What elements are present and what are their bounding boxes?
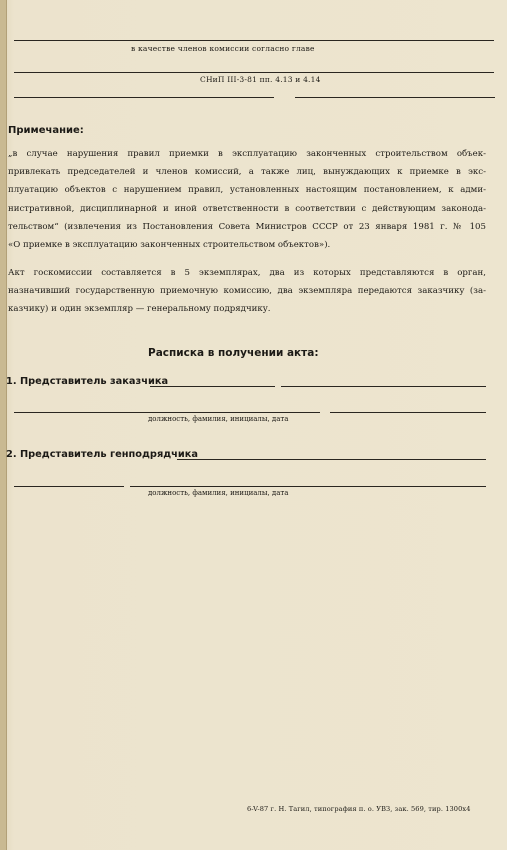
- snip-caption: СНиП III-3-81 пп. 4.13 и 4.14: [200, 75, 321, 84]
- customer-position-caption: должность, фамилия, инициалы, дата: [148, 415, 289, 423]
- contractor-position-line-right[interactable]: [130, 486, 486, 487]
- note-line: нистративной, дисциплинарной и иной ответственности в соответствии с действующим законода-: [8, 203, 486, 214]
- separator-line-left: [14, 97, 274, 98]
- contractor-position-line-left[interactable]: [14, 486, 124, 487]
- print-footer: 6-V-87 г. Н. Тагил, типография п. о. УВЗ, зак. 569, тир. 1300х4: [247, 805, 471, 813]
- copies-line: назначивший государственную приемочную комиссию, два экземпляра передаются заказчику (за-: [8, 286, 486, 297]
- copies-line: Акт госкомиссии составляется в 5 экземплярах, два из которых представляются в орган,: [8, 268, 486, 278]
- note-line: „в случае нарушения правил приемки в эксплуатацию законченных строительством объек-: [8, 149, 486, 159]
- customer-signature-line-2[interactable]: [281, 386, 486, 387]
- note-line: «О приемке в эксплуатацию законченных строительством объектов»).: [8, 240, 331, 251]
- note-line: привлекать председателей и членов комиссий, а также лиц, вынуждающих к приемке в экс-: [8, 167, 486, 178]
- commission-fill-line: [14, 40, 494, 41]
- note-line: плуатацию объектов с нарушением правил, установленных настоящим постановлением, к адми-: [8, 185, 486, 196]
- commission-caption: в качестве членов комиссии согласно главе: [131, 44, 315, 53]
- customer-position-line-left[interactable]: [14, 412, 320, 413]
- copies-paragraph: [8, 264, 486, 319]
- customer-position-line-right[interactable]: [330, 412, 486, 413]
- contractor-position-caption: должность, фамилия, инициалы, дата: [148, 489, 289, 497]
- note-paragraph: [8, 145, 486, 254]
- contractor-representative-label: 2. Представитель генподрядчика: [6, 449, 198, 460]
- note-line: тельством“ (извлечения из Постановления Совета Министров СССР от 23 января 1981 г. № 105: [8, 221, 486, 232]
- snip-fill-line: [14, 72, 494, 73]
- copies-line: казчику) и один экземпляр — генеральному подрядчику.: [8, 304, 271, 315]
- customer-signature-line[interactable]: [150, 386, 275, 387]
- receipt-title: Расписка в получении акта:: [148, 347, 319, 359]
- page-binding-edge: [0, 0, 7, 850]
- note-heading: Примечание:: [8, 125, 84, 136]
- contractor-signature-line[interactable]: [177, 459, 486, 460]
- customer-representative-label: 1. Представитель заказчика: [6, 376, 169, 387]
- separator-line-right: [295, 97, 495, 98]
